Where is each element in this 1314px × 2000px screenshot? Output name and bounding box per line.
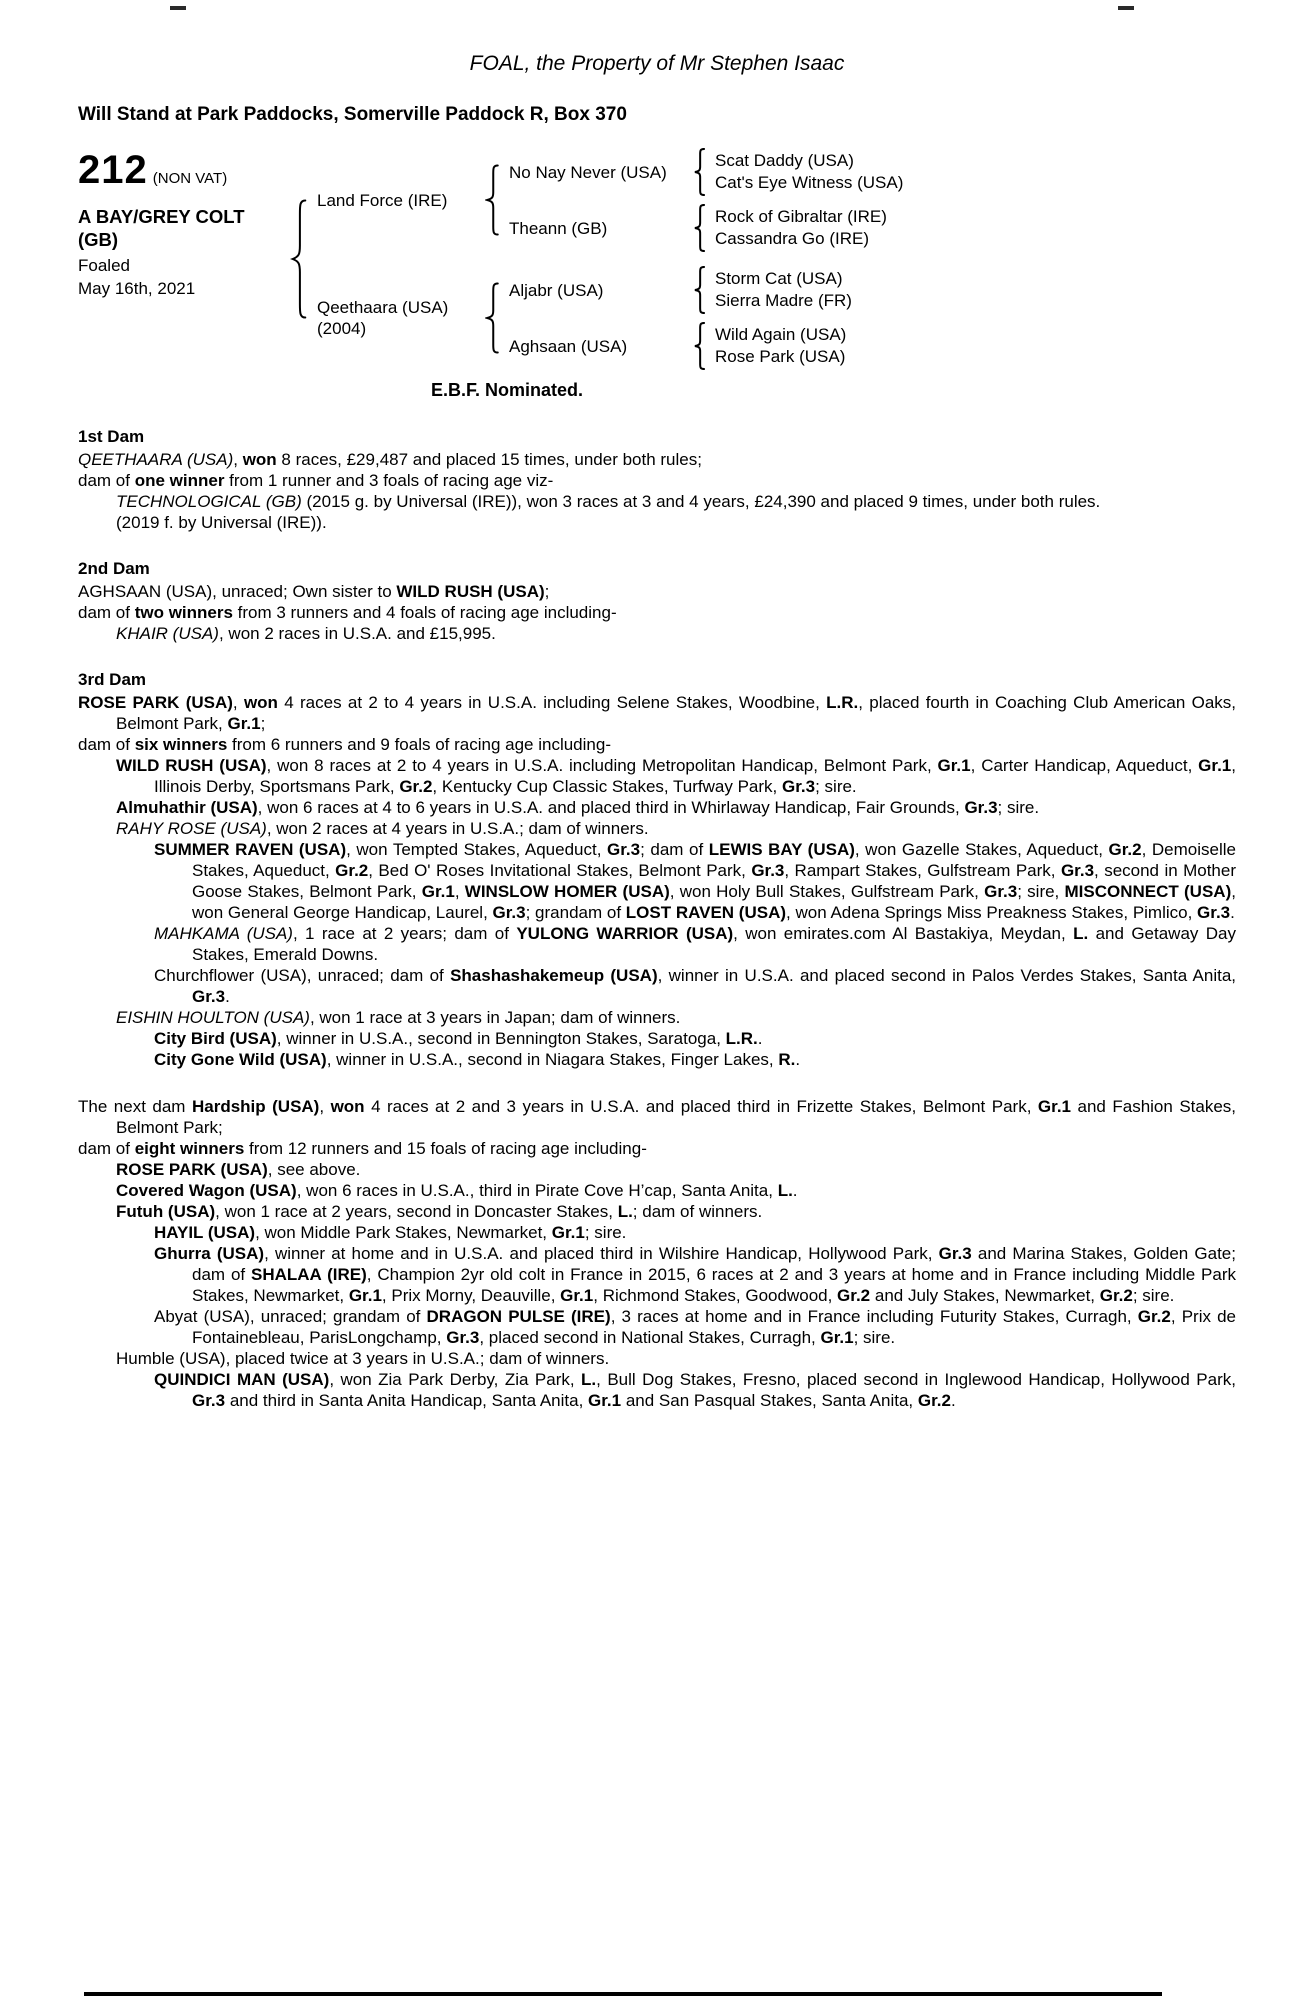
text-segment: , Demoiselle Stakes, Aqueduct,	[192, 840, 1236, 880]
text-segment: RAHY ROSE (USA)	[116, 819, 267, 838]
pedigree-sire-name: Land Force (IRE)	[317, 190, 448, 210]
text-segment: , won emirates.com Al Bastakiya, Meydan,	[733, 924, 1074, 943]
pedigree-dam-dam-name: Aghsaan (USA)	[509, 336, 628, 356]
text-segment: 4 races at 2 to 4 years in U.S.A. including Selene Stakes, Woodbine,	[277, 693, 827, 712]
text-segment: Shashashakemeup (USA)	[450, 966, 658, 985]
text-segment: YULONG WARRIOR (USA)	[516, 924, 734, 943]
pedigree-text-paragraph	[78, 1049, 1236, 1070]
pedigree-text-paragraph	[78, 818, 1236, 839]
dam-section-heading: 1st Dam	[78, 427, 145, 446]
text-segment: , winner at home and in U.S.A. and placed third in Wilshire Handicap, Hollywood Park,	[264, 1244, 939, 1263]
pedigree-text-paragraph	[78, 1306, 1236, 1348]
text-segment: , see above.	[267, 1160, 361, 1179]
pedigree-dam-branch	[308, 266, 1236, 370]
pedigree-sire	[308, 190, 485, 211]
pedigree-brace-level1	[290, 148, 308, 370]
pedigree-dam-name: Qeethaara (USA)	[317, 298, 449, 317]
pedigree-ancestor-name: Scat Daddy (USA)	[715, 151, 854, 170]
text-segment: .	[1230, 903, 1235, 922]
pedigree-dam	[308, 297, 485, 339]
text-segment: won	[243, 693, 278, 712]
text-segment: , Carter Handicap, Aqueduct,	[970, 756, 1199, 775]
text-segment: Gr.3	[1060, 861, 1095, 880]
text-segment: QUINDICI MAN (USA)	[154, 1370, 330, 1389]
text-segment: won	[242, 450, 277, 469]
pedigree-block	[78, 148, 1236, 370]
text-segment: , Richmond Stakes, Goodwood,	[593, 1286, 838, 1305]
colt-description: A BAY/GREY COLT	[78, 206, 245, 227]
text-segment: , winner in U.S.A. and placed second in Palos Verdes Stakes, Santa Anita,	[657, 966, 1237, 985]
text-segment: ; sire,	[1017, 882, 1065, 901]
pedigree-text-paragraph	[78, 965, 1236, 1007]
text-segment: ; dam of	[640, 840, 709, 859]
text-segment: HAYIL (USA)	[154, 1223, 256, 1242]
text-segment: Gr.1	[1037, 1097, 1072, 1116]
text-segment: from 3 runners and 4 foals of racing age including-	[232, 603, 617, 622]
text-segment: Gr.1	[551, 1223, 585, 1242]
text-segment: , won Gazelle Stakes, Aqueduct,	[854, 840, 1109, 859]
text-segment: dam of	[78, 603, 135, 622]
text-segment: Gr.1	[937, 756, 971, 775]
text-segment: dam of	[78, 1139, 135, 1158]
pedigree-text-paragraph	[78, 1138, 1236, 1159]
text-segment: won	[330, 1097, 365, 1116]
text-segment: , won 1 race at 2 years, second in Doncaster Stakes,	[215, 1202, 618, 1221]
pedigree-brace-level3	[693, 322, 706, 370]
text-segment: from 6 runners and 9 foals of racing age including-	[227, 735, 611, 754]
text-segment: The next dam	[78, 1097, 192, 1116]
pedigree-text-paragraph	[78, 1201, 1236, 1222]
text-segment: Gr.2	[335, 861, 369, 880]
pedigree-ancestor-name: Rock of Gibraltar (IRE)	[715, 207, 887, 226]
text-segment: , won 8 races at 2 to 4 years in U.S.A. including Metropolitan Handicap, Belmont Park,	[266, 756, 938, 775]
crop-mark	[1118, 6, 1134, 10]
text-segment: ; dam of winners.	[632, 1202, 763, 1221]
pedigree-brace-level3	[693, 266, 706, 314]
pedigree-sire-dam-branch	[500, 204, 1236, 252]
pedigree-dam-dam-branch	[500, 322, 1236, 370]
text-segment: , won Holy Bull Stakes, Gulfstream Park,	[669, 882, 985, 901]
text-segment: AGHSAAN (USA), unraced; Own sister to	[78, 582, 397, 601]
text-segment: , won Tempted Stakes, Aqueduct,	[346, 840, 607, 859]
pedigree-text-paragraph	[78, 581, 1236, 602]
text-segment: City Bird (USA)	[154, 1029, 277, 1048]
text-segment: Gr.3	[964, 798, 998, 817]
pedigree-text-paragraph	[78, 1369, 1236, 1411]
text-segment: and San Pasqual Stakes, Santa Anita,	[621, 1391, 918, 1410]
text-segment: TECHNOLOGICAL (GB)	[116, 492, 302, 511]
pedigree-text-paragraph	[78, 797, 1236, 818]
text-segment: WILD RUSH (USA)	[396, 582, 545, 601]
text-segment: ; sire.	[584, 1223, 627, 1242]
text-segment: Gr.3	[751, 861, 785, 880]
text-segment: ROSE PARK (USA)	[78, 693, 233, 712]
text-segment: (2015 g. by Universal (IRE)), won 3 races at 3 and 4 years, £24,390 and placed 9 times, under both rules.	[301, 492, 1101, 511]
text-segment: MAHKAMA (USA)	[154, 924, 293, 943]
text-segment: ; sire.	[997, 798, 1040, 817]
text-segment: ; sire.	[815, 777, 857, 796]
foaled-date: May 16th, 2021	[78, 279, 196, 298]
text-segment: , won Middle Park Stakes, Newmarket,	[255, 1223, 552, 1242]
text-segment: .	[225, 987, 230, 1006]
dam-section	[78, 670, 1236, 1070]
text-segment: LEWIS BAY (USA)	[708, 840, 855, 859]
pedigree-brace-level2	[485, 282, 500, 354]
text-segment: Gr.2	[917, 1391, 951, 1410]
pedigree-sire-branch	[308, 148, 1236, 252]
lot-and-colt-info	[78, 148, 290, 370]
pedigree-dam-year: (2004)	[317, 319, 367, 338]
text-segment: ;	[544, 582, 550, 601]
text-segment: .	[950, 1391, 956, 1410]
lot-vat-note: (NON VAT)	[152, 170, 228, 187]
text-segment: QEETHAARA (USA)	[78, 450, 234, 469]
text-segment: , winner in U.S.A., second in Niagara Stakes, Finger Lakes,	[326, 1050, 779, 1069]
text-segment: and July Stakes, Newmarket,	[870, 1286, 1100, 1305]
text-segment: ; sire.	[853, 1328, 896, 1347]
text-segment: , 1 race at 2 years; dam of	[292, 924, 517, 943]
text-segment: Gr.2	[1137, 1307, 1171, 1326]
pedigree-brace-level3	[693, 148, 706, 196]
text-segment: , won 1 race at 3 years in Japan; dam of winners.	[309, 1008, 681, 1027]
text-segment: L.	[777, 1181, 793, 1200]
pedigree-brace-level2	[485, 164, 500, 236]
text-segment: , Kentucky Cup Classic Stakes, Turfway Park,	[432, 777, 782, 796]
stand-location: Will Stand at Park Paddocks, Somerville Paddock R, Box 370	[78, 104, 627, 125]
text-segment: Gr.1	[1198, 756, 1232, 775]
lot-line	[78, 148, 290, 193]
text-segment: dam of	[78, 471, 135, 490]
text-segment: , 3 races at home and in France including Futurity Stakes, Curragh,	[610, 1307, 1138, 1326]
text-segment: L.	[1073, 924, 1089, 943]
text-segment: Churchflower (USA), unraced; dam of	[154, 966, 451, 985]
text-segment: .	[792, 1181, 798, 1200]
text-segment: one winner	[134, 471, 225, 490]
pedigree-ancestor-name: Cat's Eye Witness (USA)	[715, 173, 904, 192]
dam-section	[78, 559, 1236, 644]
pedigree-text-paragraph	[78, 1222, 1236, 1243]
text-segment: L.	[617, 1202, 633, 1221]
text-segment: Gr.1	[588, 1391, 622, 1410]
text-segment: SHALAA (IRE)	[251, 1265, 367, 1284]
text-segment: from 12 runners and 15 foals of racing age including-	[244, 1139, 647, 1158]
text-segment: SUMMER RAVEN (USA)	[154, 840, 347, 859]
text-segment: , won 2 races at 4 years in U.S.A.; dam of winners.	[266, 819, 649, 838]
pedigree-text-paragraph	[78, 1028, 1236, 1049]
text-segment: ,	[454, 882, 465, 901]
text-segment: Humble (USA), placed twice at 3 years in U.S.A.; dam of winners.	[116, 1349, 610, 1368]
dam-sections	[78, 427, 1236, 1411]
pedigree-text-paragraph	[78, 512, 1236, 533]
text-segment: .	[795, 1050, 801, 1069]
text-segment: Gr.3	[984, 882, 1018, 901]
text-segment: WINSLOW HOMER (USA)	[464, 882, 670, 901]
text-segment: Gr.3	[938, 1244, 972, 1263]
text-segment: , won 2 races in U.S.A. and £15,995.	[218, 624, 496, 643]
foaled-label: Foaled	[78, 256, 130, 275]
pedigree-text-paragraph	[78, 755, 1236, 797]
text-segment: Futuh (USA)	[116, 1202, 216, 1221]
text-segment: KHAIR (USA)	[116, 624, 219, 643]
text-segment: Gr.3	[492, 903, 526, 922]
text-segment: City Gone Wild (USA)	[154, 1050, 327, 1069]
text-segment: Gr.2	[399, 777, 433, 796]
text-segment: and Getaway Day Stakes, Emerald Downs.	[192, 924, 1236, 964]
text-segment: .	[757, 1029, 763, 1048]
text-segment: Gr.3	[1197, 903, 1231, 922]
pedigree-text-paragraph	[78, 1243, 1236, 1306]
text-segment: , Illinois Derby, Sportsmans Park,	[154, 756, 1236, 796]
lot-number: 212	[78, 148, 148, 192]
text-segment: eight winners	[134, 1139, 245, 1158]
text-segment: , won 6 races at 4 to 6 years in U.S.A. and placed third in Whirlaway Handicap, Fair Grounds,	[257, 798, 965, 817]
text-segment: R.	[778, 1050, 796, 1069]
text-segment: ,	[319, 1097, 331, 1116]
text-segment: EISHIN HOULTON (USA)	[116, 1008, 310, 1027]
text-segment: Gr.1	[421, 882, 455, 901]
pedigree-text-paragraph	[78, 692, 1236, 734]
pedigree-brace-level3	[693, 204, 706, 252]
text-segment: , winner in U.S.A., second in Bennington Stakes, Saratoga,	[276, 1029, 726, 1048]
text-segment: , won 6 races in U.S.A., third in Pirate Cove H’cap, Santa Anita,	[296, 1181, 778, 1200]
text-segment: Gr.3	[192, 1391, 226, 1410]
text-segment: dam of	[78, 735, 135, 754]
text-segment: ;	[260, 714, 266, 733]
text-segment: , placed fourth in Coaching Club American Oaks, Belmont Park,	[116, 693, 1237, 733]
text-segment: MISCONNECT (USA)	[1064, 882, 1232, 901]
text-segment: 8 races, £29,487 and placed 15 times, under both rules;	[276, 450, 702, 469]
text-segment: Gr.3	[192, 987, 226, 1006]
text-segment: WILD RUSH (USA)	[116, 756, 267, 775]
dam-section-heading: 2nd Dam	[78, 559, 150, 578]
text-segment: Hardship (USA)	[191, 1097, 320, 1116]
text-segment: L.	[581, 1370, 597, 1389]
text-segment: ,	[233, 450, 243, 469]
text-segment: Gr.2	[1099, 1286, 1133, 1305]
pedigree-tree	[308, 148, 1236, 370]
text-segment: DRAGON PULSE (IRE)	[426, 1307, 611, 1326]
pedigree-ancestor-name: Sierra Madre (FR)	[715, 291, 852, 310]
dam-section	[78, 1096, 1236, 1411]
dam-section	[78, 427, 1236, 533]
text-segment: , Bed O' Roses Invitational Stakes, Belmont Park,	[368, 861, 752, 880]
pedigree-ancestor-name: Wild Again (USA)	[715, 325, 847, 344]
text-segment: and Marina Stakes, Golden Gate; dam of	[192, 1244, 1236, 1284]
pedigree-text-paragraph	[78, 1007, 1236, 1028]
text-segment: Covered Wagon (USA)	[116, 1181, 297, 1200]
text-segment: and third in Santa Anita Handicap, Santa Anita,	[225, 1391, 589, 1410]
pedigree-text-paragraph	[78, 491, 1236, 512]
pedigree-ancestor-name: Cassandra Go (IRE)	[715, 229, 869, 248]
text-segment: , Champion 2yr old colt in France in 2015, 6 races at 2 and 3 years at home and in France including Middle Park Stakes, Newmarket,	[192, 1265, 1236, 1305]
pedigree-sire-sire-name: No Nay Never (USA)	[509, 162, 667, 182]
text-segment: two winners	[134, 603, 233, 622]
text-segment: , won General George Handicap, Laurel,	[192, 882, 1236, 922]
text-segment: ROSE PARK (USA)	[116, 1160, 268, 1179]
pedigree-ancestor-name: Rose Park (USA)	[715, 347, 846, 366]
pedigree-sire-dam-name: Theann (GB)	[509, 218, 608, 238]
text-segment: , Prix Morny, Deauville,	[381, 1286, 561, 1305]
dam-section-heading: 3rd Dam	[78, 670, 147, 689]
ebf-nominated: E.B.F. Nominated.	[430, 380, 583, 400]
text-segment: , placed second in National Stakes, Curragh,	[479, 1328, 821, 1347]
page-title: FOAL, the Property of Mr Stephen Isaac	[469, 52, 845, 75]
text-segment: and Fashion Stakes, Belmont Park;	[116, 1097, 1237, 1137]
text-segment: ; grandam of	[525, 903, 626, 922]
pedigree-text-paragraph	[78, 734, 1236, 755]
pedigree-sire-sire-branch	[500, 148, 1236, 196]
text-segment: Ghurra (USA)	[154, 1244, 265, 1263]
text-segment: Gr.2	[837, 1286, 871, 1305]
text-segment: L.R.	[725, 1029, 758, 1048]
colt-country: (GB)	[78, 229, 119, 250]
text-segment: (2019 f. by Universal (IRE)).	[116, 513, 327, 532]
text-segment: , second in Mother Goose Stakes, Belmont Park,	[192, 861, 1237, 901]
pedigree-text-paragraph	[78, 602, 1236, 623]
crop-mark	[170, 6, 186, 10]
text-segment: , won Zia Park Derby, Zia Park,	[329, 1370, 582, 1389]
text-segment: Gr.3	[446, 1328, 480, 1347]
text-segment: Gr.1	[348, 1286, 382, 1305]
text-segment: Gr.1	[820, 1328, 854, 1347]
pedigree-text-paragraph	[78, 623, 1236, 644]
page-bottom-rule	[84, 1992, 1162, 1996]
pedigree-text-paragraph	[78, 449, 1236, 470]
text-segment: Gr.3	[782, 777, 816, 796]
text-segment: , Rampart Stakes, Gulfstream Park,	[784, 861, 1061, 880]
pedigree-text-paragraph	[78, 470, 1236, 491]
pedigree-text-paragraph	[78, 1159, 1236, 1180]
text-segment: LOST RAVEN (USA)	[625, 903, 787, 922]
text-segment: L.R.	[826, 693, 859, 712]
text-segment: 4 races at 2 and 3 years in U.S.A. and placed third in Frizette Stakes, Belmont Park,	[364, 1097, 1038, 1116]
text-segment: Almuhathir (USA)	[116, 798, 258, 817]
text-segment: six winners	[134, 735, 228, 754]
pedigree-text-paragraph	[78, 839, 1236, 923]
pedigree-text-paragraph	[78, 923, 1236, 965]
pedigree-text-paragraph	[78, 1348, 1236, 1369]
text-segment: , Prix de Fontainebleau, ParisLongchamp,	[192, 1307, 1237, 1347]
text-segment: ,	[232, 693, 244, 712]
text-segment: from 1 runner and 3 foals of racing age viz-	[224, 471, 554, 490]
pedigree-ancestor-name: Storm Cat (USA)	[715, 269, 843, 288]
text-segment: Abyat (USA), unraced; grandam of	[154, 1307, 427, 1326]
text-segment: Gr.2	[1108, 840, 1142, 859]
text-segment: , Bull Dog Stakes, Fresno, placed second in Inglewood Handicap, Hollywood Park,	[596, 1370, 1236, 1389]
text-segment: Gr.1	[560, 1286, 594, 1305]
text-segment: Gr.3	[607, 840, 641, 859]
text-segment: Gr.1	[227, 714, 261, 733]
text-segment: , won Adena Springs Miss Preakness Stakes, Pimlico,	[786, 903, 1198, 922]
pedigree-text-paragraph	[78, 1180, 1236, 1201]
pedigree-text-paragraph	[78, 1096, 1236, 1138]
pedigree-dam-sire-name: Aljabr (USA)	[509, 280, 604, 300]
text-segment: ; sire.	[1132, 1286, 1175, 1305]
pedigree-dam-sire-branch	[500, 266, 1236, 314]
